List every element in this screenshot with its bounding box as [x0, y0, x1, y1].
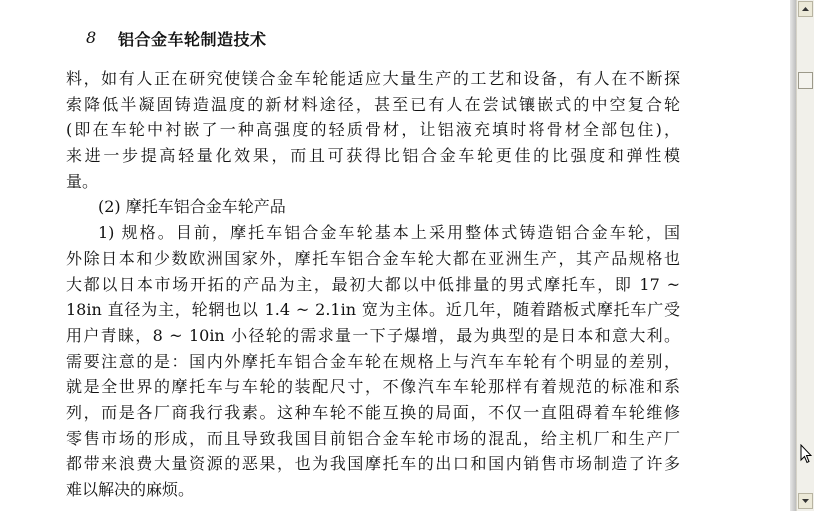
text-line: 需要注意的是：国内外摩托车铝合金车轮在规格上与汽车车轮有个明显的差别， — [66, 351, 680, 371]
text-line: 量。 — [66, 171, 99, 191]
scroll-thumb[interactable] — [798, 72, 813, 89]
text-line: 难以解决的麻烦。 — [66, 480, 195, 499]
section-heading: (2) 摩托车铝合金车轮产品 — [98, 197, 286, 217]
text-line: 外除日本和少数欧洲国家外，摩托车铝合金车轮大都在亚洲生产，其产品规格也 — [66, 248, 680, 268]
text-line: 索降低半凝固铸造温度的新材料途径，甚至已有人在尝试镶嵌式的中空复合轮 — [66, 94, 680, 114]
arrow-up-icon — [799, 2, 812, 16]
text-line: 来进一步提高轻量化效果，而且可获得比铝合金车轮更佳的比强度和弹性模 — [66, 146, 680, 166]
text-line: (即在车轮中衬嵌了一种高强度的轻质骨材，让铝液充填时将骨材全部包住)， — [66, 120, 680, 140]
arrow-pointer-icon — [800, 444, 812, 464]
text-line: 18in 直径为主，轮辋也以 1.4 ~ 2.1in 宽为主体。近几年，随着踏板式摩托车广受 — [66, 300, 680, 320]
text-line: 零售市场的形成，而且导致我国目前铝合金车轮市场的混乱，给主机厂和生产厂 — [66, 428, 680, 448]
vertical-scrollbar[interactable] — [796, 0, 814, 511]
body-text — [66, 66, 680, 503]
text-line: 大都以日本市场开拓的产品为主，最初大都以中低排量的男式摩托车，即 17 ~ — [66, 274, 680, 294]
running-title: 铝合金车轮制造技术 — [118, 30, 267, 49]
text-line: 列，而是各厂商我行我素。这种车轮不能互换的局面，不仅一直阻碍着车轮维修 — [66, 402, 680, 422]
text-line: 1) 规格。目前，摩托车铝合金车轮基本上采用整体式铸造铝合金车轮，国 — [98, 223, 680, 243]
text-line: 料，如有人正在研究使镁合金车轮能适应大量生产的工艺和设备，有人在不断探 — [66, 69, 680, 88]
arrow-down-icon — [799, 494, 812, 508]
text-line: 用户青睐，8 ~ 10in 小径轮的需求量一下子爆增，最为典型的是日本和意大利。 — [66, 325, 680, 345]
scroll-up-button[interactable] — [798, 1, 813, 17]
text-line: 就是全世界的摩托车与车轮的装配尺寸，不像汽车车轮那样有着规范的标准和系 — [66, 377, 680, 397]
page-number: 8 — [86, 28, 97, 47]
scroll-down-button[interactable] — [798, 493, 813, 509]
text-line: 都带来浪费大量资源的恶果，也为我国摩托车的出口和国内销售市场制造了许多 — [66, 454, 680, 474]
